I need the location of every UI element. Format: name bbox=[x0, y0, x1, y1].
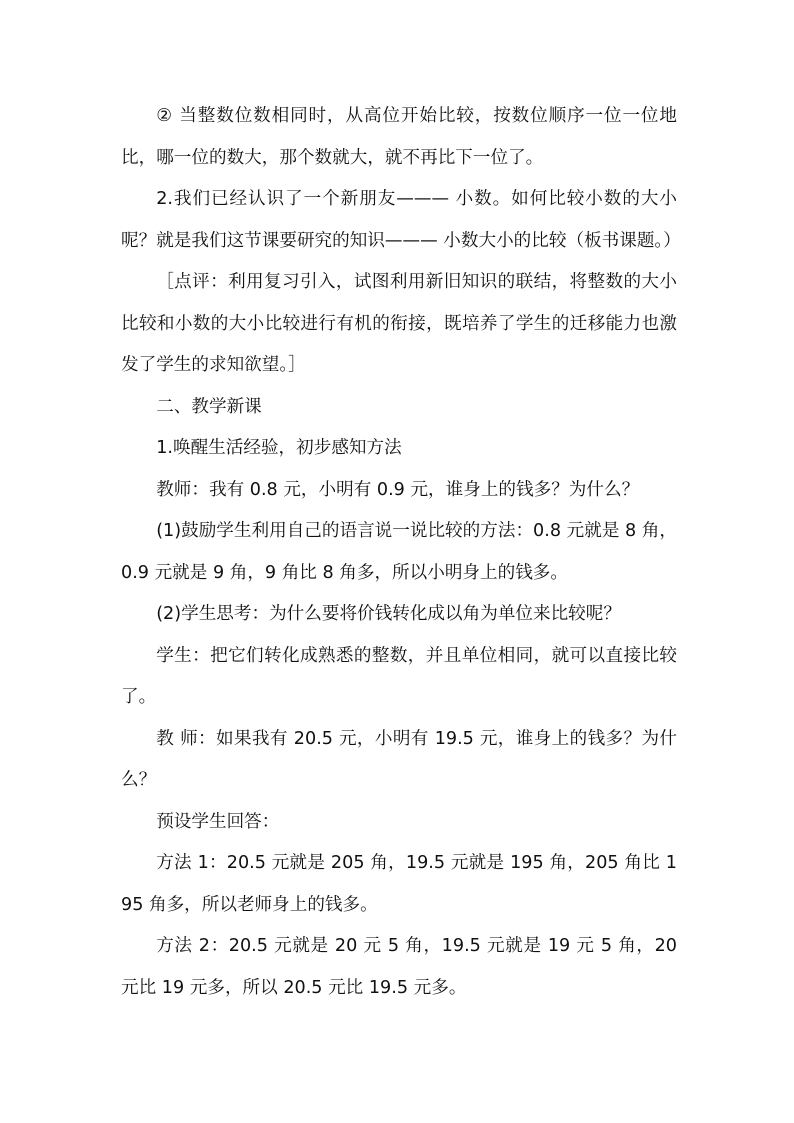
paragraph-method-1: 方法 1：20.5 元就是 205 角，19.5 元就是 195 角，205 角比 195 角多，所以老师身上的钱多。 bbox=[121, 853, 677, 915]
paragraph-method-2: 方法 2：20.5 元就是 20 元 5 角，19.5 元就是 19 元 5 角，20 元比 19 元多，所以 20.5 元比 19.5 元多。 bbox=[121, 936, 677, 998]
paragraph-introduce-decimals: 2.我们已经认识了一个新朋友——— 小数。如何比较小数的大小呢？就是我们这节课要研究的知识——— 小数大小的比较（板书课题。） bbox=[121, 189, 681, 251]
paragraph-step-2: (2)学生思考：为什么要将价钱转化成以角为单位来比较呢？ bbox=[156, 604, 621, 624]
document-body bbox=[121, 96, 681, 1009]
section-heading-new-lesson: 二、教学新课 bbox=[156, 396, 262, 417]
paragraph-step-1: (1)鼓励学生利用自己的语言说一说比较的方法：0.8 元就是 8 角，0.9 元就是 9 角，9 角比 8 角多，所以小明身上的钱多。 bbox=[121, 521, 677, 583]
paragraph-commentary: ［点评：利用复习引入，试图利用新旧知识的联结，将整数的大小比较和小数的大小比较进行有机的衔接，既培养了学生的迁移能力也激发了学生的求知欲望。］ bbox=[121, 272, 677, 375]
paragraph-student-answer: 学生：把它们转化成熟悉的整数，并且单位相同，就可以直接比较了。 bbox=[121, 645, 677, 707]
paragraph-expected-answers: 预设学生回答： bbox=[156, 811, 280, 832]
paragraph-integer-compare-rule: ② 当整数位数相同时，从高位开始比较，按数位顺序一位一位地比，哪一位的数大，那个数就大，就不再比下一位了。 bbox=[121, 106, 677, 168]
paragraph-teacher-question-1: 教师：我有 0.8 元，小明有 0.9 元，谁身上的钱多？为什么？ bbox=[156, 479, 640, 500]
paragraph-teacher-question-2: 教 师：如果我有 20.5 元，小明有 19.5 元，谁身上的钱多？为什么？ bbox=[121, 728, 677, 790]
subheading-life-experience: 1.唤醒生活经验，初步感知方法 bbox=[156, 438, 402, 458]
